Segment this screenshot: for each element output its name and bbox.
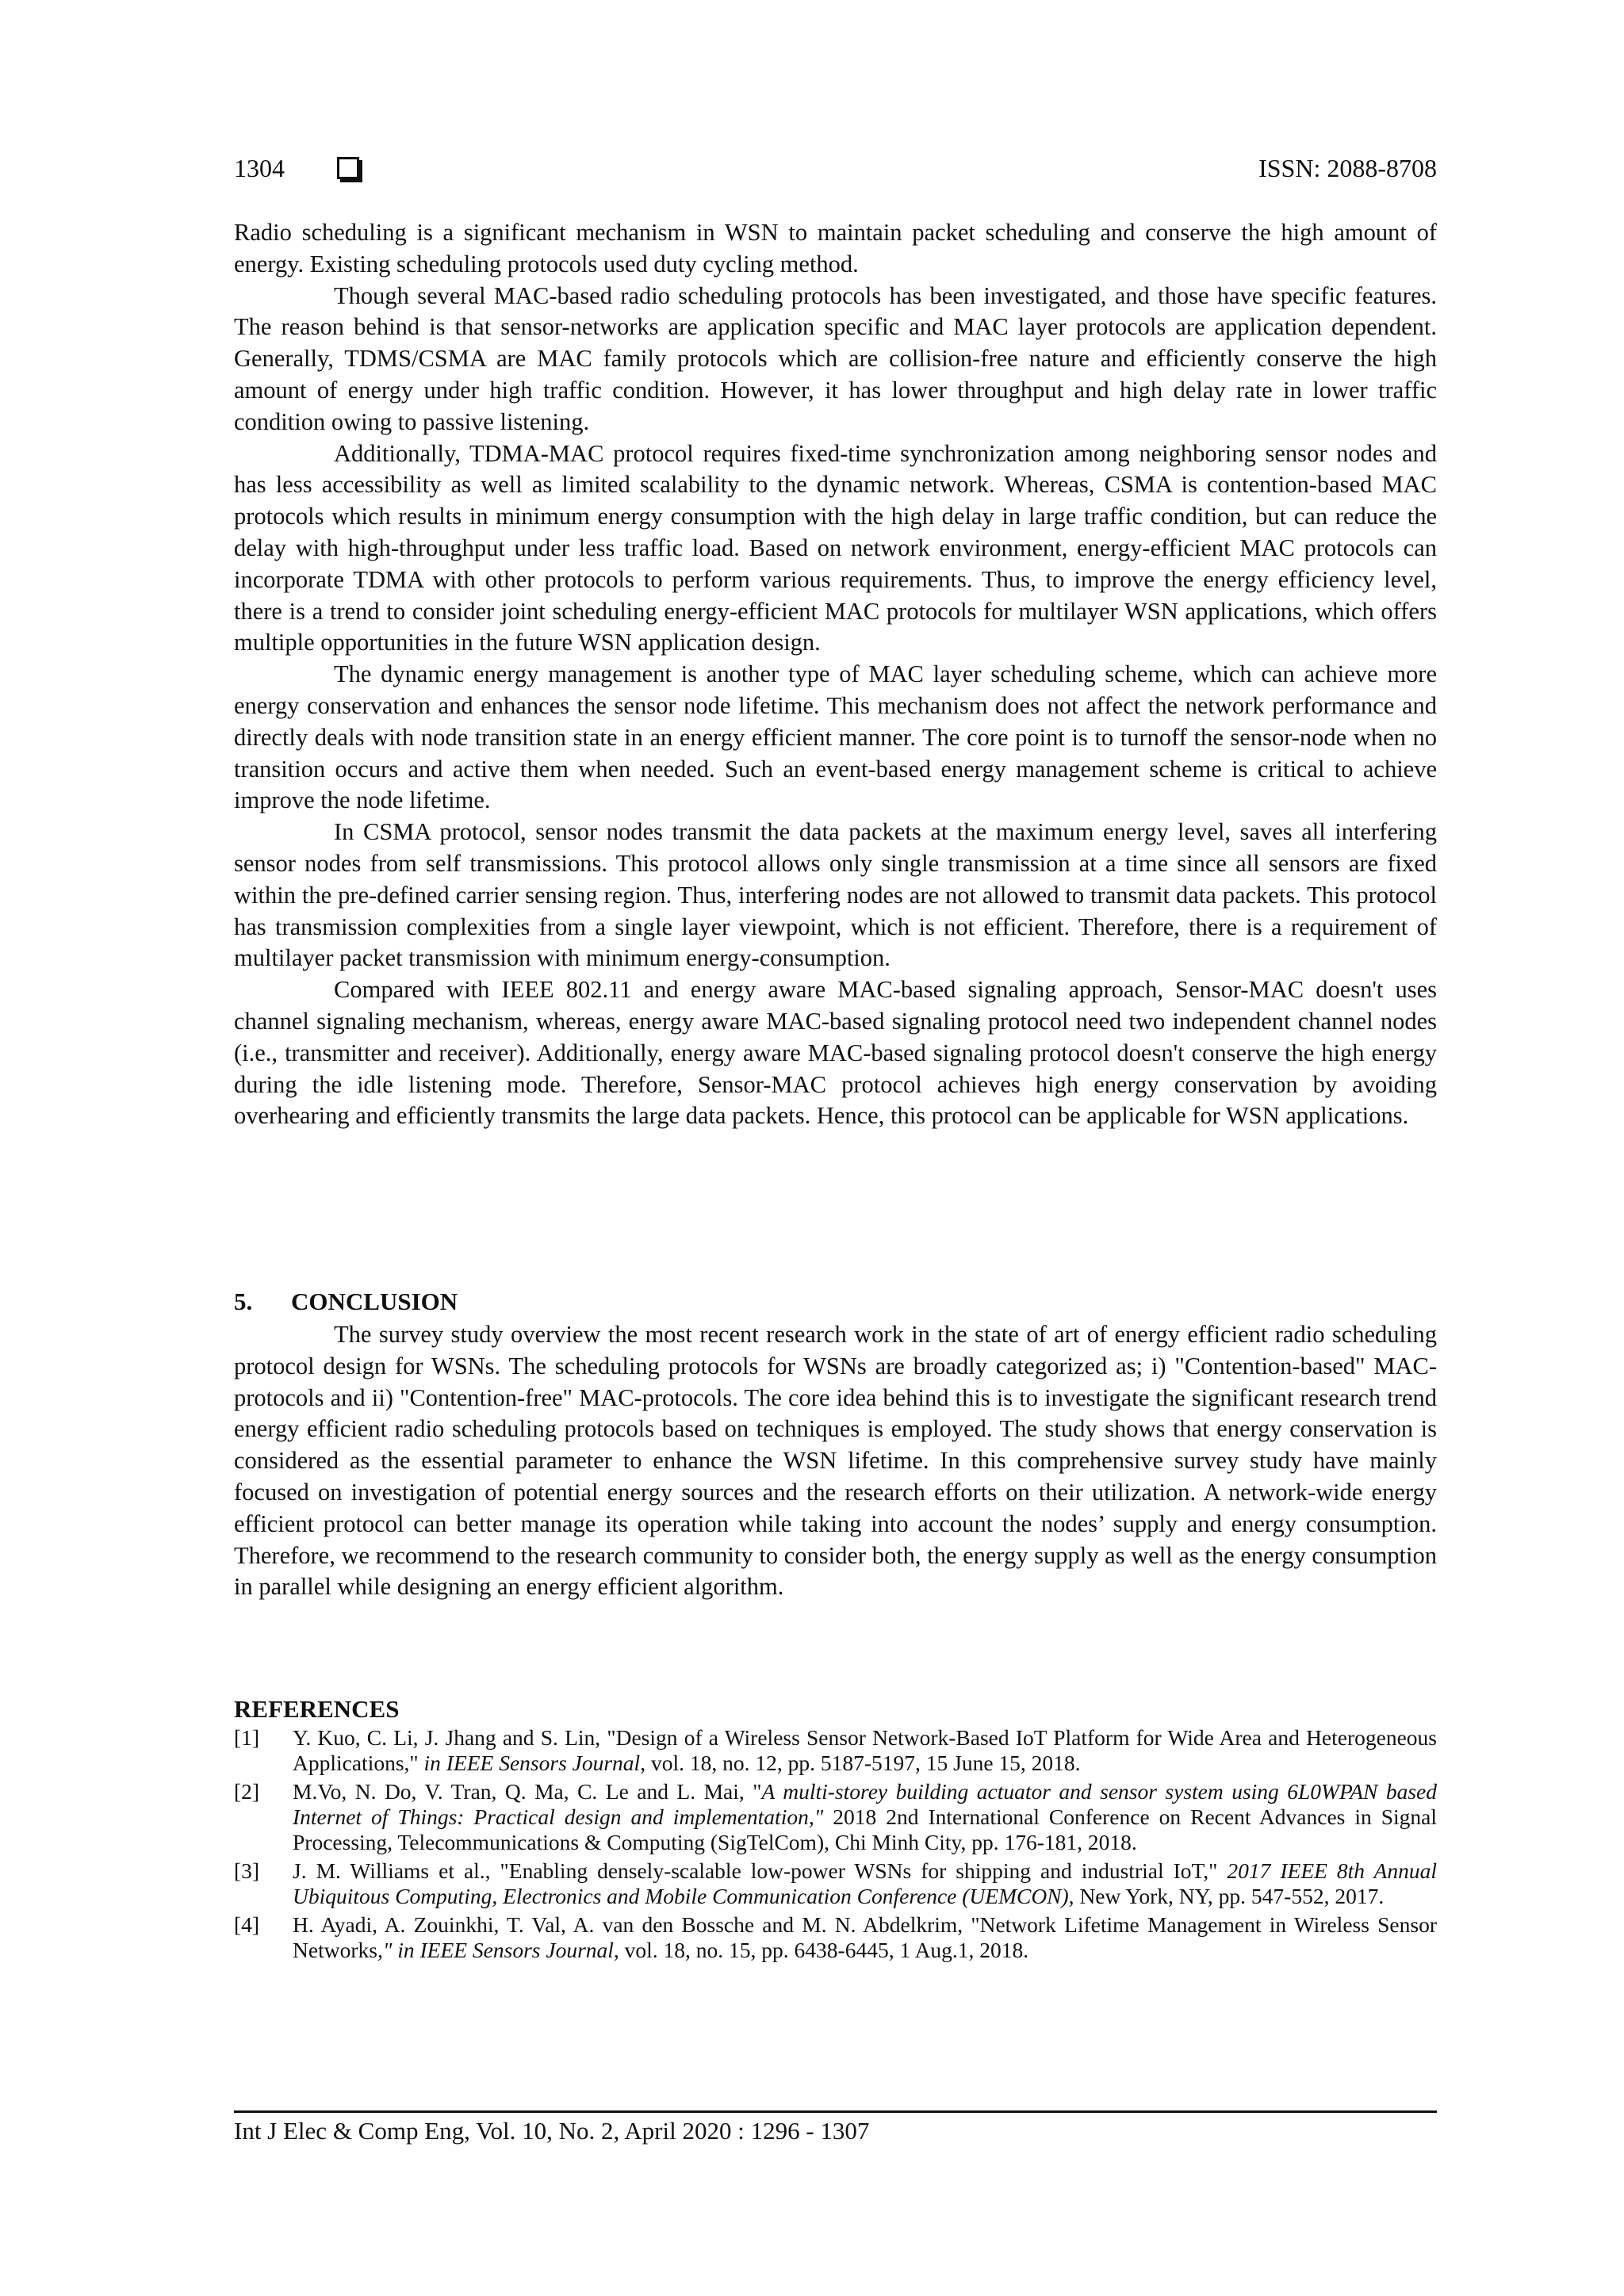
paragraph: Though several MAC-based radio scheduling protocols has been investigated, and those have specific features. The reason behind is that sensor-networks are application specific and MAC layer protocols are application dependent. Generally, TDMS/CSMA are MAC family protocols which are collision-free nature and efficiently conserve the high amount of energy under high traffic condition. However, it has lower throughput and high delay rate in lower traffic condition owing to passive listening. (234, 281, 1437, 435)
reference-text: M.Vo, N. Do, V. Tran, Q. Ma, C. Le and L. Mai, "A multi-storey building actuator and sensor system using 6L0WPAN based Internet of Things: Practical design and implementation," 2018 2nd International Conference on Recent Advances in Signal Processing, Telecommunications & Computing (SigTelCom), Chi Minh City, pp. 176-181, 2018. (293, 1779, 1437, 1854)
section-title: CONCLUSION (291, 1288, 458, 1315)
reference-item (234, 1725, 1437, 1776)
reference-text: H. Ayadi, A. Zouinkhi, T. Val, A. van den Bossche and M. N. Abdelkrim, "Network Lifetime Management in Wireless Sensor Networks," in IEEE Sensors Journal, vol. 18, no. 15, pp. 6438-6445, 1 Aug.1, 2018. (293, 1912, 1437, 1962)
reference-item (234, 1912, 1437, 1963)
reference-text: Y. Kuo, C. Li, J. Jhang and S. Lin, "Design of a Wireless Sensor Network-Based IoT Platform for Wide Area and Heterogeneous Applications," in IEEE Sensors Journal, vol. 18, no. 12, pp. 5187-5197, 15 June 15, 2018. (293, 1725, 1437, 1775)
paragraph: The dynamic energy management is another type of MAC layer scheduling scheme, which can achieve more energy conservation and enhances the sensor node lifetime. This mechanism does not affect the network performance and directly deals with node transition state in an energy efficient manner. The core point is to turnoff the sensor-node when no transition occurs and active them when needed. Such an event-based energy management scheme is critical to achieve improve the node lifetime. (234, 660, 1437, 814)
reference-item (234, 1858, 1437, 1909)
reference-number: [4] (234, 1912, 260, 1937)
reference-number: [2] (234, 1779, 260, 1804)
reference-number: [1] (234, 1725, 260, 1750)
page-header (234, 154, 1437, 193)
issn-label: ISSN: 2088-8708 (1258, 154, 1437, 182)
reference-number: [3] (234, 1858, 260, 1883)
paragraph: In CSMA protocol, sensor nodes transmit the data packets at the maximum energy level, saves all interfering sensor nodes from self transmissions. This protocol allows only single transmission at a time since all sensors are fixed within the pre-defined carrier sensing region. Thus, interfering nodes are not allowed to transmit data packets. This protocol has transmission complexities from a single layer viewpoint, which is not efficient. Therefore, there is a requirement of multilayer packet transmission with minimum energy-consumption. (234, 818, 1437, 972)
paragraph: Additionally, TDMA-MAC protocol requires fixed-time synchronization among neighboring sensor nodes and has less accessibility as well as limited scalability to the dynamic network. Whereas, CSMA is contention-based MAC protocols which results in minimum energy consumption with the high delay in large traffic condition, but can reduce the delay with high-throughput under less traffic load. Based on network environment, energy-efficient MAC protocols can incorporate TDMA with other protocols to perform various requirements. Thus, to improve the energy efficiency level, there is a trend to consider joint scheduling energy-efficient MAC protocols for multilayer WSN applications, which offers multiple opportunities in the future WSN application design. (234, 439, 1437, 656)
section-number: 5. (234, 1288, 253, 1315)
paragraph: Compared with IEEE 802.11 and energy aware MAC-based signaling approach, Sensor-MAC doesn't uses channel signaling mechanism, whereas, energy aware MAC-based signaling protocol need two independent channel nodes (i.e., transmitter and receiver). Additionally, energy aware MAC-based signaling protocol doesn't conserve the high energy during the idle listening mode. Therefore, Sensor-MAC protocol achieves high energy conservation by avoiding overhearing and efficiently transmits the large data packets. Hence, this protocol can be applicable for WSN applications. (234, 976, 1437, 1130)
reference-text: J. M. Williams et al., "Enabling densely-scalable low-power WSNs for shipping and industrial IoT," 2017 IEEE 8th Annual Ubiquitous Computing, Electronics and Mobile Communication Conference (UEMCON), New York, NY, pp. 547-552, 2017. (293, 1858, 1437, 1908)
conclusion-text (234, 1319, 1437, 1603)
paragraph: The survey study overview the most recent research work in the state of art of energy efficient radio scheduling protocol design for WSNs. The scheduling protocols for WSNs are broadly categorized as; i) "Contention-based" MAC-protocols and ii) "Contention-free" MAC-protocols. The core idea behind this is to investigate the significant research trend energy efficient radio scheduling protocols based on techniques is employed. The study shows that energy conservation is considered as the essential parameter to enhance the WSN lifetime. In this comprehensive survey study have mainly focused on investigation of potential energy sources and the research efforts on their utilization. A network-wide energy efficient protocol can better manage its operation while taking into account the nodes’ supply and energy consumption. Therefore, we recommend to the research community to consider both, the energy supply as well as the energy consumption in parallel while designing an energy efficient algorithm. (234, 1321, 1437, 1601)
footer-divider (234, 2110, 1437, 2113)
paragraph: Radio scheduling is a significant mechanism in WSN to maintain packet scheduling and conserve the high amount of energy. Existing scheduling protocols used duty cycling method. (234, 219, 1437, 277)
references-list (234, 1725, 1437, 1966)
page-number: 1304 (234, 154, 285, 182)
references-heading: REFERENCES (234, 1695, 400, 1723)
square-box-icon (337, 157, 359, 179)
footer-citation: Int J Elec & Comp Eng, Vol. 10, No. 2, April 2020 : 1296 - 1307 (234, 2117, 870, 2145)
section-heading-conclusion (234, 1288, 458, 1316)
body-text (234, 217, 1437, 1132)
reference-item (234, 1779, 1437, 1855)
